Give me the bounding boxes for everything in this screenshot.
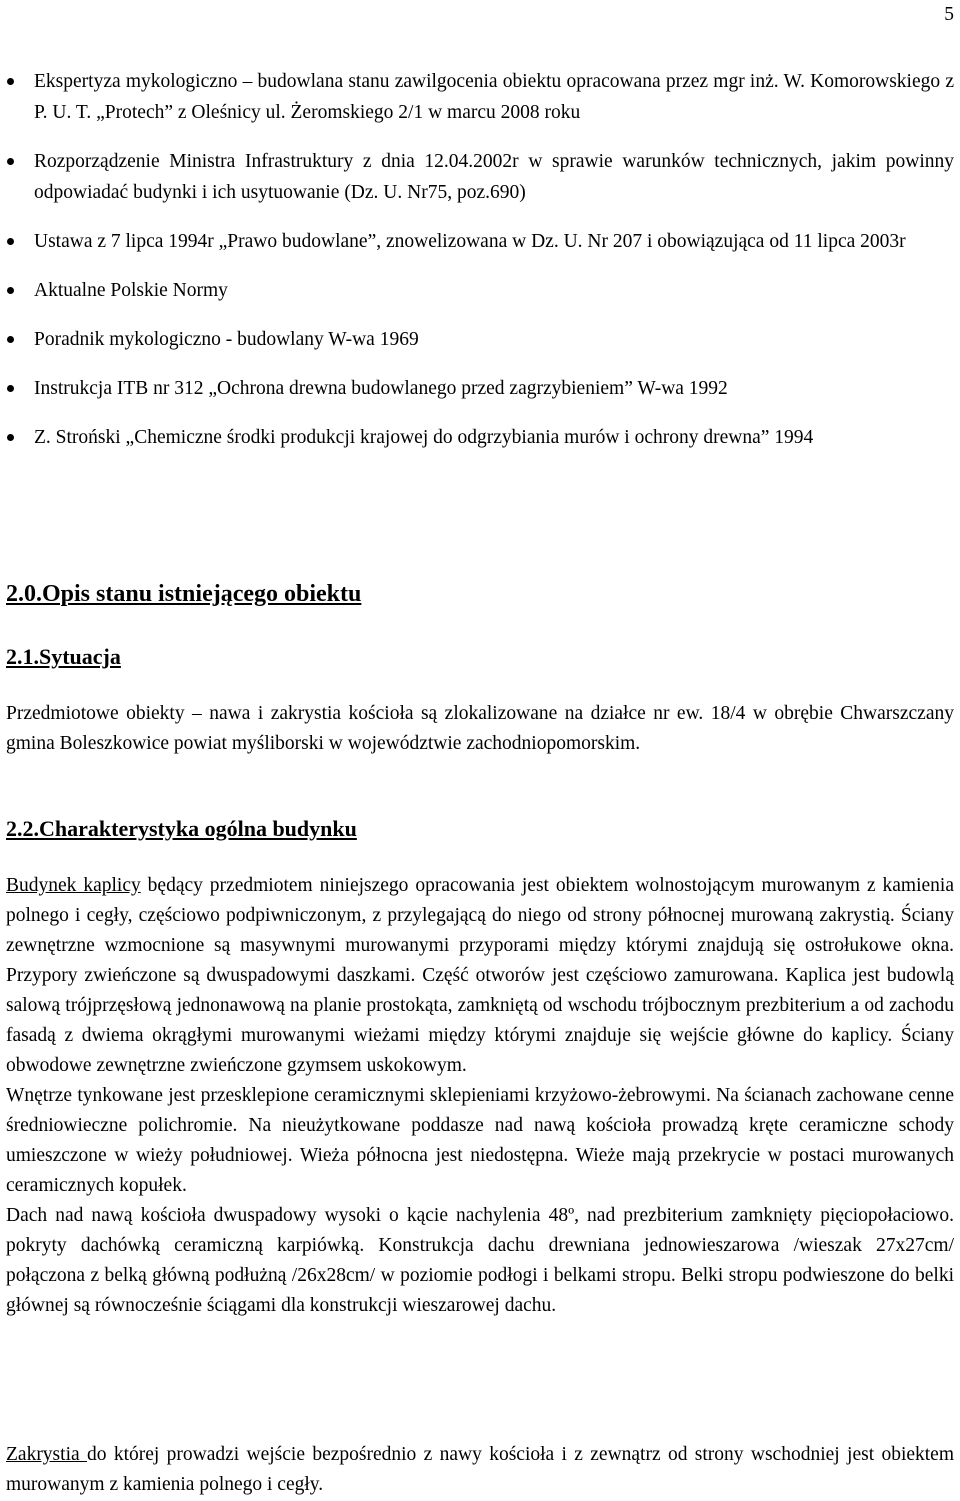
list-item: Instrukcja ITB nr 312 „Ochrona drewna budowlanego przed zagrzybieniem” W-wa 1992 [0,373,954,404]
paragraph-text: będący przedmiotem niniejszego opracowania jest obiektem wolnostojącym murowanym z kamienia polnego i cegły, częściowo podpiwniczonym, z przylegającą do niego od strony północnej murowaną zakrystią. Ściany zewnętrzne wzmocnione są masywnymi murowanymi przyporami między którymi znajdują się ostrołukowe okna. Przypory zwieńczone są dwuspadowymi daszkami. Część otworów jest częściowo zamurowana. Kaplica jest budowlą salową trójprzęsłową jednonawową na planie prostokąta, zamkniętą od wschodu trójbocznym prezbiterium a od zachodu fasadą z dwiema okrągłymi murowanymi wieżami między którymi znajduje się wejście główne do kaplicy. Ściany obwodowe zewnętrzne zwieńczone gzymsem uskokowym. [6,875,954,1076]
underlined-lead: Zakrystia [6,1444,87,1465]
characteristics-paragraph-3: Dach nad nawą kościoła dwuspadowy wysoki o kącie nachylenia 48º, nad prezbiterium zamknięty pięciopołaciowo. pokryty dachówką ceramiczną karpiówką. Konstrukcja dachu drewniana jednowieszarowa /wieszak 27x27cm/ połączona z belką główną podłużną /26x28cm/ w poziomie podłogi i belkami stropu. Belki stropu podwieszone do belki głównej są równocześnie ściągami dla konstrukcji wieszarowej dachu. [6,1205,954,1316]
paragraph-text: do której prowadzi wejście bezpośrednio z nawy kościoła i z zewnątrz od strony wschodniej jest obiektem murowanym z kamienia polnego i cegły. [6,1444,955,1495]
section-heading-2-2: 2.2.Charakterystyka ogólna budynku [6,816,357,841]
list-item: Ustawa z 7 lipca 1994r „Prawo budowlane”, znowelizowana w Dz. U. Nr 207 i obowiązująca od 11 lipca 2003r [0,226,954,257]
list-item: Aktualne Polskie Normy [0,275,954,306]
characteristics-paragraph-2: Wnętrze tynkowane jest przesklepione ceramicznymi sklepieniami krzyżowo-żebrowymi. Na ścianach zachowane cenne średniowieczne polichromie. Na nieużytkowane poddasze nad nawą kościoła prowadzą kręte ceramiczne schody umieszczone w wieży południowej. Wieża północna jest niedostępna. Wieże mają przekrycie w postaci murowanych ceramicznych kopułek. [6,1085,954,1196]
section-heading-2-0: 2.0.Opis stanu istniejącego obiektu [6,581,362,607]
characteristics-body [6,871,954,1321]
list-item: Poradnik mykologiczno - budowlany W-wa 1969 [0,324,954,355]
list-item: Rozporządzenie Ministra Infrastruktury z dnia 12.04.2002r w sprawie warunków technicznych, jakim powinny odpowiadać budynki i ich usytuowanie (Dz. U. Nr75, poz.690) [0,146,954,208]
section-heading-2-1: 2.1.Sytuacja [6,644,121,669]
location-paragraph: Przedmiotowe obiekty – nawa i zakrystia kościoła są zlokalizowane na działce nr ew. 18/4 w obrębie Chwarszczany gmina Boleszkowice powiat myśliborski w województwie zachodniopomorskim. [6,703,954,754]
sources-list [0,66,960,471]
page-number: 5 [944,4,954,25]
list-item: Z. Stroński „Chemiczne środki produkcji krajowej do odgrzybiania murów i ochrony drewna” 1994 [0,422,954,453]
characteristics-paragraph-1 [6,871,954,1081]
underlined-lead: Budynek kaplicy [6,875,141,896]
list-item: Ekspertyza mykologiczno – budowlana stanu zawilgocenia obiektu opracowana przez mgr inż. W. Komorowskiego z P. U. T. „Protech” z Oleśnicy ul. Żeromskiego 2/1 w marcu 2008 roku [0,66,954,128]
sacristy-paragraph [6,1440,954,1500]
